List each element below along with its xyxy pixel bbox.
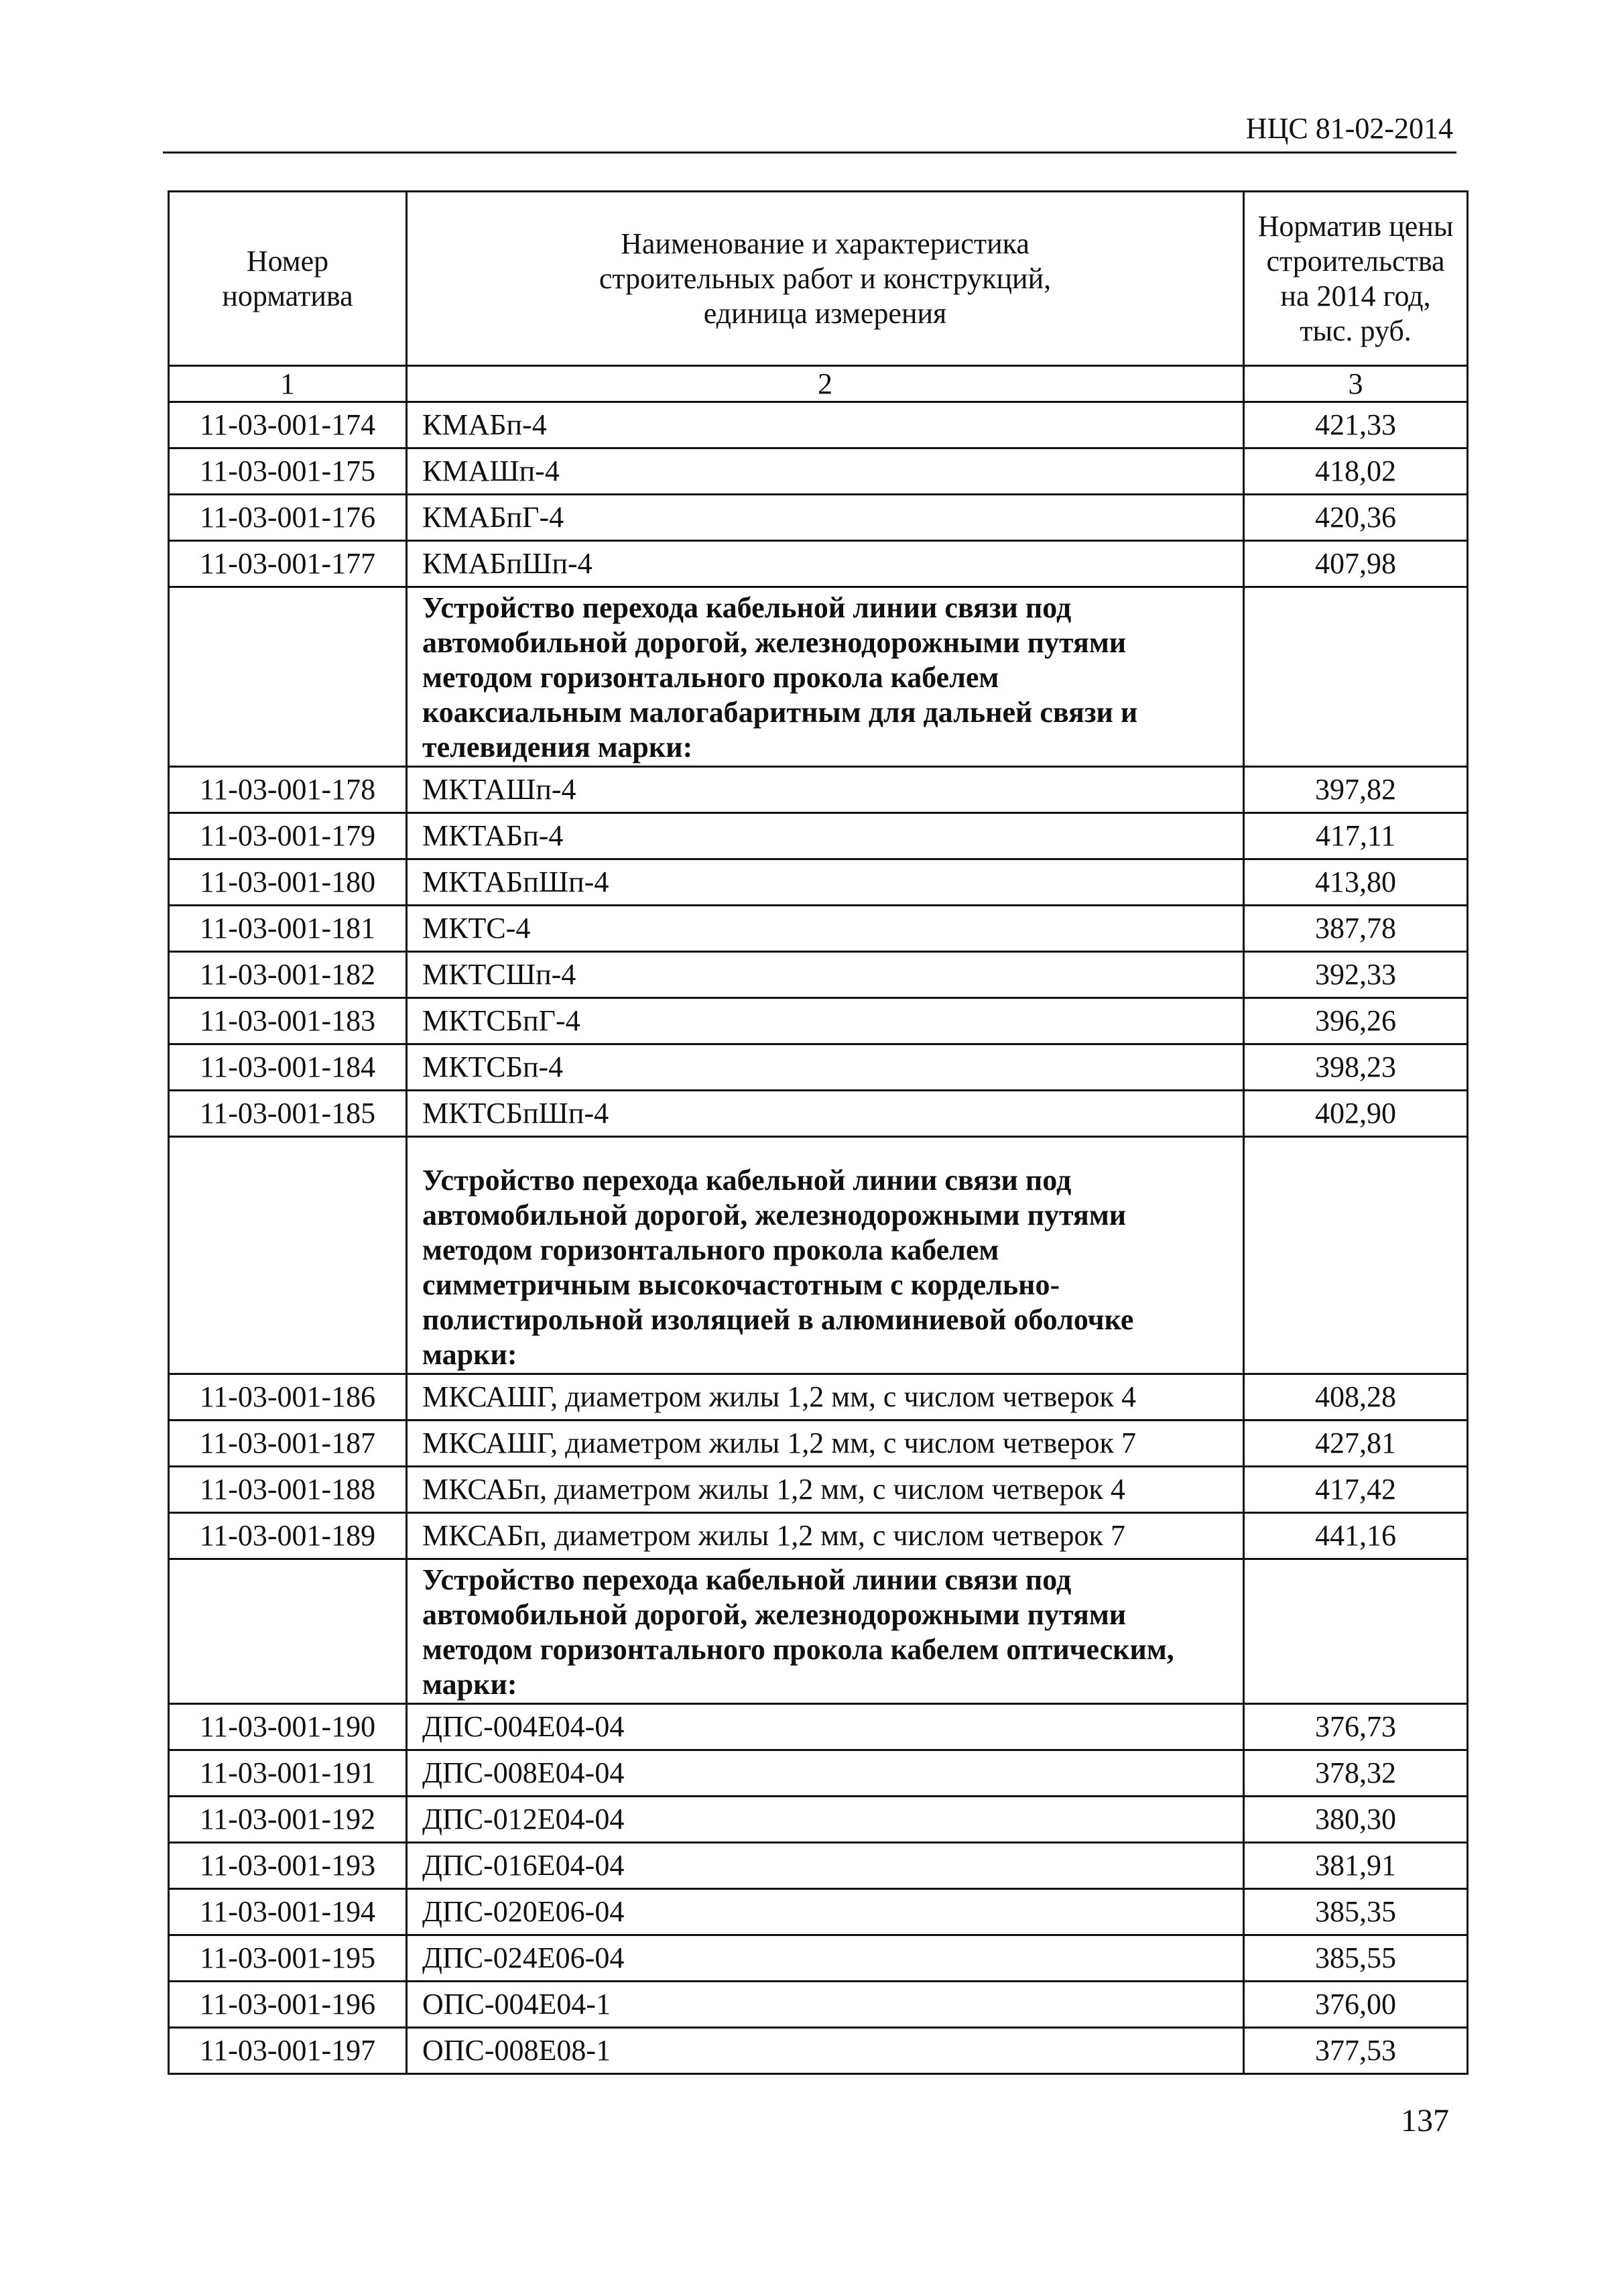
table-row [169, 1889, 1468, 1935]
section-header-row [169, 587, 1468, 767]
table-row [169, 1467, 1468, 1513]
work-name-cell: ДПС-012Е04-04 [407, 1797, 1244, 1843]
norm-code-cell: 11-03-001-194 [169, 1889, 407, 1935]
price-cell: 407,98 [1244, 541, 1468, 587]
work-name-cell: МКТСБпГ-4 [407, 998, 1244, 1044]
norms-table [168, 190, 1469, 2075]
price-cell: 387,78 [1244, 906, 1468, 952]
empty-cell [1244, 587, 1468, 767]
norm-code-cell: 11-03-001-179 [169, 813, 407, 859]
table-body [169, 402, 1468, 2074]
section-title-cell [407, 587, 1244, 767]
work-name-cell: МКТАШп-4 [407, 767, 1244, 813]
price-cell: 380,30 [1244, 1797, 1468, 1843]
table-row [169, 1797, 1468, 1843]
price-cell: 376,00 [1244, 1982, 1468, 2028]
price-cell: 418,02 [1244, 448, 1468, 495]
page-number: 137 [1401, 2103, 1449, 2138]
column-number: 3 [1244, 366, 1468, 402]
work-name-cell: МКТСБп-4 [407, 1044, 1244, 1091]
work-name-cell: МКСАБп, диаметром жилы 1,2 мм, с числом четверок 7 [407, 1513, 1244, 1559]
norm-code-cell: 11-03-001-180 [169, 859, 407, 906]
table-row [169, 859, 1468, 906]
column-header-code: Номер норматива [169, 192, 407, 366]
work-name-cell: КМАБпГ-4 [407, 495, 1244, 541]
norm-code-cell: 11-03-001-178 [169, 767, 407, 813]
price-cell: 408,28 [1244, 1374, 1468, 1421]
table-row [169, 402, 1468, 448]
table-row [169, 1091, 1468, 1137]
table-row [169, 1935, 1468, 1982]
work-name-cell: МКТАБп-4 [407, 813, 1244, 859]
work-name-cell: ОПС-004Е04-1 [407, 1982, 1244, 2028]
table-row [169, 813, 1468, 859]
norm-code-cell: 11-03-001-174 [169, 402, 407, 448]
table-row [169, 1421, 1468, 1467]
work-name-cell: КМАШп-4 [407, 448, 1244, 495]
norm-code-cell: 11-03-001-183 [169, 998, 407, 1044]
work-name-cell: ОПС-008Е08-1 [407, 2028, 1244, 2074]
section-title: Устройство перехода кабельной линии связи под автомобильной дорогой, железнодорожными путями методом горизонтального прокола кабелем симметричным высокочастотным с кордельно- полистирольной изоляцией в алюминиевой оболочке марки: [422, 1164, 1134, 1371]
norm-code-cell: 11-03-001-191 [169, 1750, 407, 1797]
price-cell: 385,55 [1244, 1935, 1468, 1982]
empty-cell [1244, 1137, 1468, 1374]
table-row [169, 2028, 1468, 2074]
work-name-cell: ДПС-004Е04-04 [407, 1704, 1244, 1750]
norm-code-cell: 11-03-001-195 [169, 1935, 407, 1982]
norm-code-cell: 11-03-001-187 [169, 1421, 407, 1467]
price-cell: 398,23 [1244, 1044, 1468, 1091]
column-header-price: Норматив цены строительства на 2014 год, тыс. руб. [1244, 192, 1468, 366]
price-cell: 413,80 [1244, 859, 1468, 906]
norm-code-cell: 11-03-001-186 [169, 1374, 407, 1421]
table-row [169, 1750, 1468, 1797]
section-title: Устройство перехода кабельной линии связи под автомобильной дорогой, железнодорожными путями методом горизонтального прокола кабелем коаксиальным малогабаритным для дальней связи и телевидения марки: [422, 591, 1138, 764]
section-title: Устройство перехода кабельной линии связи под автомобильной дорогой, железнодорожными путями методом горизонтального прокола кабелем оптическим, марки: [422, 1563, 1174, 1701]
column-number-row [169, 366, 1468, 402]
table-row [169, 1982, 1468, 2028]
price-cell: 427,81 [1244, 1421, 1468, 1467]
document-code: НЦС 81-02-2014 [1245, 112, 1453, 145]
price-cell: 421,33 [1244, 402, 1468, 448]
price-cell: 381,91 [1244, 1843, 1468, 1889]
table-row [169, 906, 1468, 952]
work-name-cell: МКСАБп, диаметром жилы 1,2 мм, с числом четверок 4 [407, 1467, 1244, 1513]
column-header-name: Наименование и характеристика строительных работ и конструкций, единица измерения [407, 192, 1244, 366]
section-header-row [169, 1559, 1468, 1704]
table-row [169, 448, 1468, 495]
price-cell: 402,90 [1244, 1091, 1468, 1137]
price-cell: 392,33 [1244, 952, 1468, 998]
norm-code-cell: 11-03-001-182 [169, 952, 407, 998]
column-number: 2 [407, 366, 1244, 402]
norm-code-cell: 11-03-001-184 [169, 1044, 407, 1091]
norm-code-cell: 11-03-001-192 [169, 1797, 407, 1843]
price-cell: 396,26 [1244, 998, 1468, 1044]
price-cell: 378,32 [1244, 1750, 1468, 1797]
norm-code-cell: 11-03-001-177 [169, 541, 407, 587]
work-name-cell: МКСАШГ, диаметром жилы 1,2 мм, с числом четверок 4 [407, 1374, 1244, 1421]
empty-cell [169, 1559, 407, 1704]
section-title-cell [407, 1559, 1244, 1704]
price-cell: 420,36 [1244, 495, 1468, 541]
work-name-cell: ДПС-008Е04-04 [407, 1750, 1244, 1797]
norm-code-cell: 11-03-001-175 [169, 448, 407, 495]
work-name-cell: ДПС-020Е06-04 [407, 1889, 1244, 1935]
section-header-row [169, 1137, 1468, 1374]
column-number: 1 [169, 366, 407, 402]
norm-code-cell: 11-03-001-190 [169, 1704, 407, 1750]
table-row [169, 541, 1468, 587]
work-name-cell: ДПС-024Е06-04 [407, 1935, 1244, 1982]
price-cell: 417,11 [1244, 813, 1468, 859]
table-row [169, 998, 1468, 1044]
table-row [169, 1704, 1468, 1750]
price-cell: 377,53 [1244, 2028, 1468, 2074]
work-name-cell: ДПС-016Е04-04 [407, 1843, 1244, 1889]
work-name-cell: МКТСШп-4 [407, 952, 1244, 998]
table-row [169, 952, 1468, 998]
price-cell: 376,73 [1244, 1704, 1468, 1750]
table-row [169, 1374, 1468, 1421]
norm-code-cell: 11-03-001-176 [169, 495, 407, 541]
work-name-cell: МКТСБпШп-4 [407, 1091, 1244, 1137]
empty-cell [1244, 1559, 1468, 1704]
section-title-cell [407, 1137, 1244, 1374]
norm-code-cell: 11-03-001-196 [169, 1982, 407, 2028]
price-cell: 441,16 [1244, 1513, 1468, 1559]
table-row [169, 1044, 1468, 1091]
table-row [169, 1513, 1468, 1559]
empty-cell [169, 587, 407, 767]
norm-code-cell: 11-03-001-197 [169, 2028, 407, 2074]
price-cell: 417,42 [1244, 1467, 1468, 1513]
norm-code-cell: 11-03-001-185 [169, 1091, 407, 1137]
price-cell: 397,82 [1244, 767, 1468, 813]
header-rule [163, 152, 1456, 154]
norm-code-cell: 11-03-001-181 [169, 906, 407, 952]
work-name-cell: МКТС-4 [407, 906, 1244, 952]
price-cell: 385,35 [1244, 1889, 1468, 1935]
table-header-row [169, 192, 1468, 366]
empty-cell [169, 1137, 407, 1374]
table-row [169, 1843, 1468, 1889]
table-row [169, 495, 1468, 541]
work-name-cell: КМАБп-4 [407, 402, 1244, 448]
table-row [169, 767, 1468, 813]
norm-code-cell: 11-03-001-193 [169, 1843, 407, 1889]
work-name-cell: МКТАБпШп-4 [407, 859, 1244, 906]
norm-code-cell: 11-03-001-189 [169, 1513, 407, 1559]
work-name-cell: КМАБпШп-4 [407, 541, 1244, 587]
norm-code-cell: 11-03-001-188 [169, 1467, 407, 1513]
work-name-cell: МКСАШГ, диаметром жилы 1,2 мм, с числом четверок 7 [407, 1421, 1244, 1467]
